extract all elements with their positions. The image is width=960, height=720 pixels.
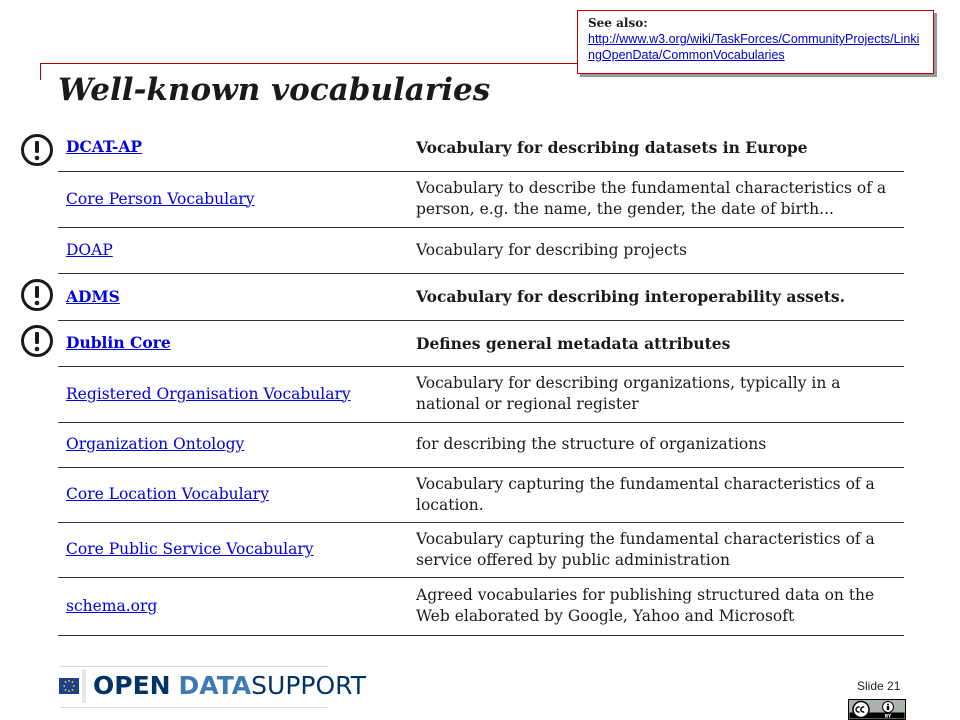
- table-row: [58, 227, 904, 273]
- vocabulary-description: Vocabulary for describing interoperability assets.: [416, 273, 904, 320]
- title-frame-line: [40, 63, 580, 64]
- vocabulary-description: Vocabulary to describe the fundamental characteristics of a person, e.g. the name, the gender, the date of birth...: [416, 171, 904, 227]
- vocabulary-link[interactable]: Core Location Vocabulary: [66, 485, 269, 503]
- footer-divider: [82, 669, 86, 703]
- exclamation-circle-icon: [20, 324, 54, 358]
- table-row: [58, 273, 904, 320]
- vocabulary-link[interactable]: Core Person Vocabulary: [66, 189, 255, 208]
- see-also-callout: [577, 10, 934, 74]
- see-also-link[interactable]: http://www.w3.org/wiki/TaskForces/CommunityProjects/LinkingOpenData/CommonVocabularies: [588, 32, 920, 62]
- vocabulary-description: for describing the structure of organizations: [416, 422, 904, 467]
- vocabulary-description: Vocabulary for describing datasets in Europe: [416, 124, 904, 171]
- table-row: [58, 124, 904, 171]
- table-row: [58, 467, 904, 522]
- exclamation-circle-icon: [20, 278, 54, 312]
- slide-number: Slide 21: [857, 679, 901, 693]
- vocabulary-link[interactable]: Organization Ontology: [66, 435, 245, 453]
- vocabulary-description: Defines general metadata attributes: [416, 320, 904, 366]
- table-row: [58, 320, 904, 366]
- vocabulary-description: Vocabulary capturing the fundamental characteristics of a service offered by public administration: [416, 522, 904, 577]
- vocabulary-link[interactable]: Dublin Core: [66, 333, 171, 352]
- exclamation-circle-icon: [20, 133, 54, 167]
- svg-text:BY: BY: [884, 714, 892, 720]
- logo-open-text: OPEN: [93, 671, 171, 700]
- vocabulary-description: Vocabulary for describing projects: [416, 227, 904, 273]
- table-row: [58, 577, 904, 635]
- vocabulary-link[interactable]: DOAP: [66, 240, 113, 259]
- vocabulary-link[interactable]: ADMS: [66, 286, 120, 306]
- slide-title: Well-known vocabularies: [58, 72, 491, 108]
- table-row: [58, 422, 904, 467]
- title-frame-corner: [40, 63, 41, 80]
- cc-by-icon: [848, 699, 906, 720]
- logo-data-text: DATA: [178, 671, 252, 700]
- table-row: [58, 366, 904, 422]
- vocabulary-description: Vocabulary for describing organizations, typically in a national or regional register: [416, 366, 904, 422]
- logo-support-text: SUPPORT: [251, 671, 366, 700]
- vocabulary-link[interactable]: Registered Organisation Vocabulary: [66, 384, 351, 403]
- eu-flag-icon: [59, 678, 79, 694]
- open-data-support-logo: [93, 671, 366, 701]
- vocabulary-table: [58, 124, 904, 636]
- table-row: [58, 522, 904, 577]
- vocabulary-link[interactable]: Core Public Service Vocabulary: [66, 540, 314, 558]
- vocabulary-link[interactable]: schema.org: [66, 596, 158, 615]
- table-row: [58, 171, 904, 227]
- vocabulary-description: Vocabulary capturing the fundamental characteristics of a location.: [416, 467, 904, 522]
- vocabulary-link[interactable]: DCAT-AP: [66, 137, 143, 157]
- see-also-label: See also:: [588, 16, 648, 30]
- vocabulary-description: Agreed vocabularies for publishing structured data on the Web elaborated by Google, Yahoo and Microsoft: [416, 577, 904, 635]
